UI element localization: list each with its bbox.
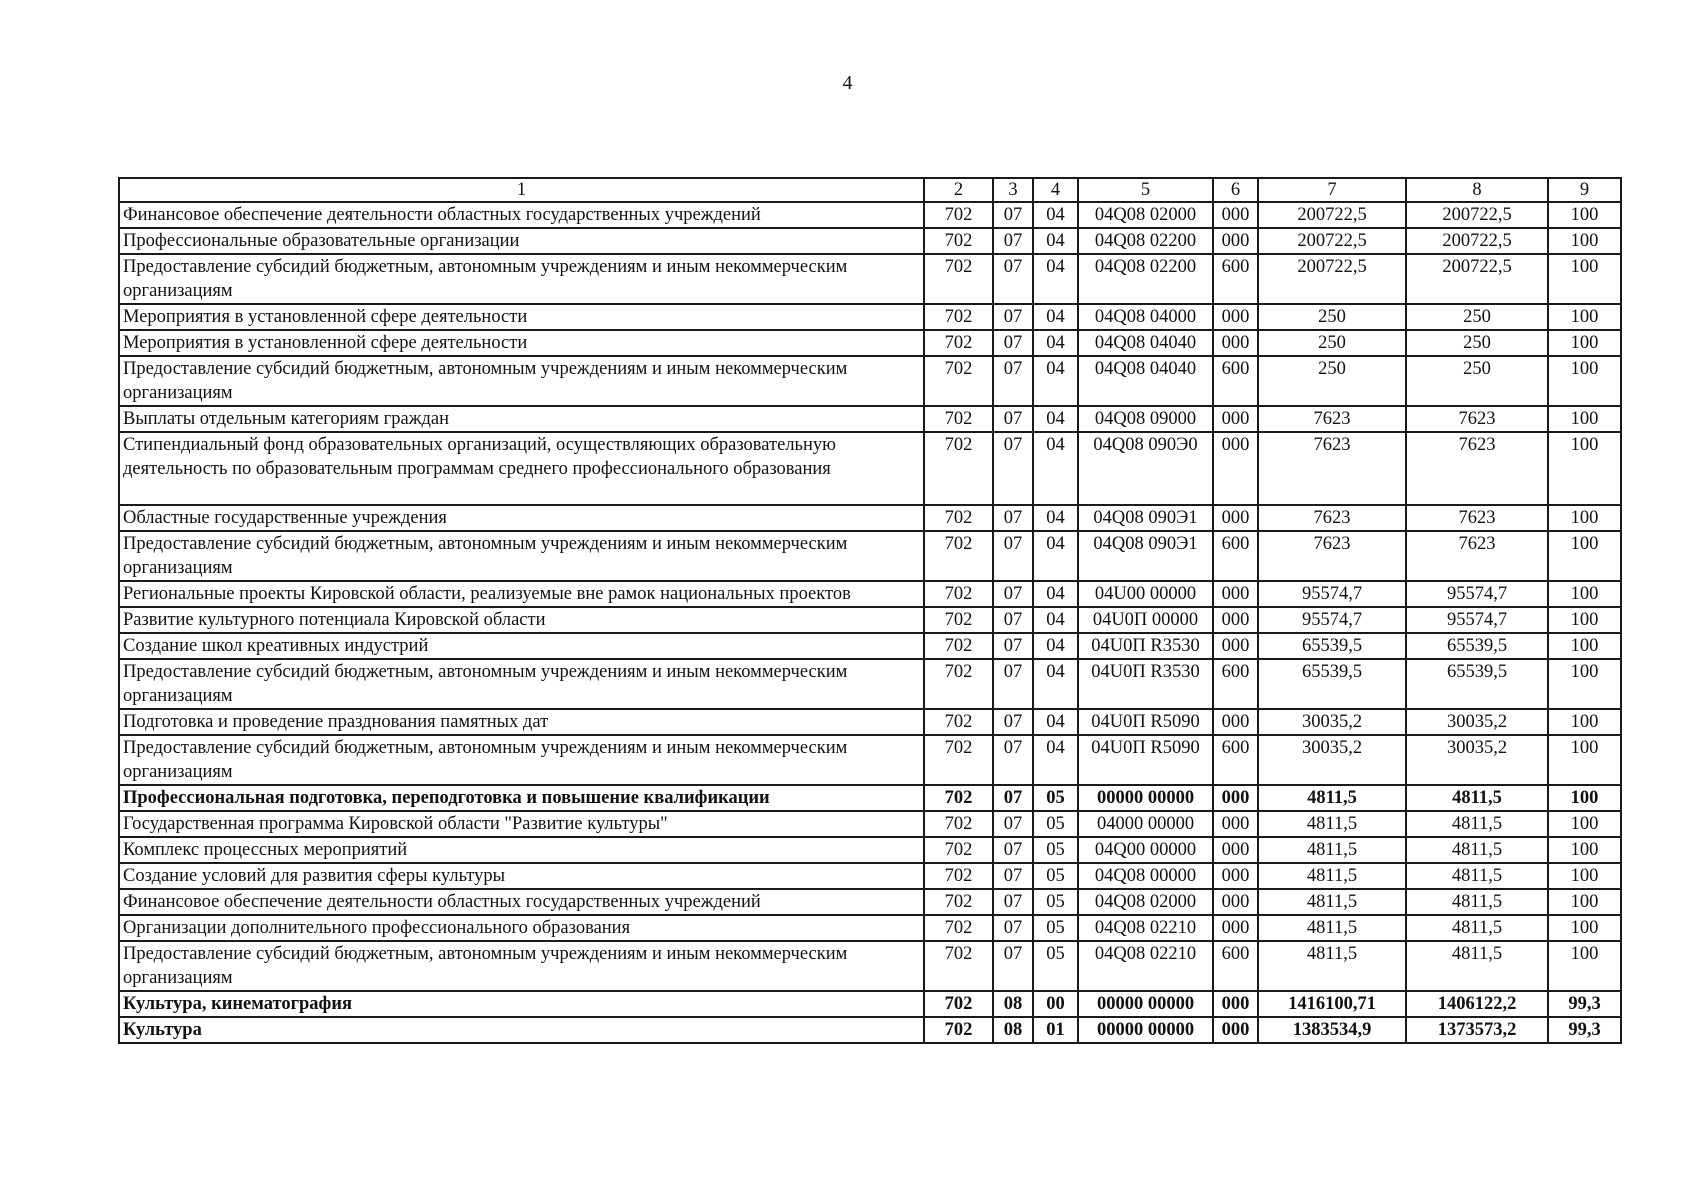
section-code: 07: [993, 406, 1033, 432]
item-name: Региональные проекты Кировской области, реализуемые вне рамок национальных проектов: [119, 581, 924, 607]
executed-amount: 7623: [1406, 505, 1548, 531]
target-article-code: 00000 00000: [1078, 785, 1213, 811]
subsection-code: 05: [1033, 811, 1078, 837]
executed-amount: 200722,5: [1406, 228, 1548, 254]
department-code: 702: [924, 991, 993, 1017]
section-code: 07: [993, 915, 1033, 941]
expense-type-code: 000: [1213, 1017, 1258, 1043]
subsection-code: 04: [1033, 304, 1078, 330]
section-code: 07: [993, 889, 1033, 915]
executed-amount: 65539,5: [1406, 659, 1548, 709]
department-code: 702: [924, 735, 993, 785]
table-row: [119, 785, 1621, 811]
planned-amount: 7623: [1258, 432, 1406, 505]
target-article-code: 04Q08 090Э1: [1078, 531, 1213, 581]
section-code: 07: [993, 709, 1033, 735]
table-row: [119, 811, 1621, 837]
executed-amount: 200722,5: [1406, 202, 1548, 228]
table-row: [119, 254, 1621, 304]
expense-type-code: 000: [1213, 330, 1258, 356]
department-code: 702: [924, 709, 993, 735]
planned-amount: 30035,2: [1258, 735, 1406, 785]
target-article-code: 04U00 00000: [1078, 581, 1213, 607]
subsection-code: 05: [1033, 863, 1078, 889]
executed-amount: 4811,5: [1406, 889, 1548, 915]
item-name: Культура: [119, 1017, 924, 1043]
department-code: 702: [924, 228, 993, 254]
execution-percent: 100: [1548, 228, 1621, 254]
subsection-code: 05: [1033, 785, 1078, 811]
expense-type-code: 000: [1213, 785, 1258, 811]
item-name: Государственная программа Кировской области "Развитие культуры": [119, 811, 924, 837]
table-row: [119, 889, 1621, 915]
department-code: 702: [924, 607, 993, 633]
department-code: 702: [924, 811, 993, 837]
department-code: 702: [924, 863, 993, 889]
execution-percent: 100: [1548, 254, 1621, 304]
executed-amount: 4811,5: [1406, 811, 1548, 837]
target-article-code: 04Q08 02000: [1078, 889, 1213, 915]
planned-amount: 250: [1258, 304, 1406, 330]
section-code: 07: [993, 607, 1033, 633]
execution-percent: 100: [1548, 432, 1621, 505]
subsection-code: 04: [1033, 581, 1078, 607]
table-row: [119, 505, 1621, 531]
subsection-code: 00: [1033, 991, 1078, 1017]
planned-amount: 4811,5: [1258, 863, 1406, 889]
planned-amount: 65539,5: [1258, 633, 1406, 659]
item-name: Развитие культурного потенциала Кировской области: [119, 607, 924, 633]
column-number-3: 3: [993, 178, 1033, 202]
expense-type-code: 000: [1213, 304, 1258, 330]
table-row: [119, 356, 1621, 406]
target-article-code: 04Q08 090Э0: [1078, 432, 1213, 505]
expense-type-code: 000: [1213, 228, 1258, 254]
subsection-code: 04: [1033, 709, 1078, 735]
subsection-code: 04: [1033, 254, 1078, 304]
expense-type-code: 600: [1213, 254, 1258, 304]
department-code: 702: [924, 581, 993, 607]
planned-amount: 4811,5: [1258, 889, 1406, 915]
expense-type-code: 000: [1213, 406, 1258, 432]
department-code: 702: [924, 633, 993, 659]
expense-type-code: 000: [1213, 709, 1258, 735]
table-row: [119, 330, 1621, 356]
item-name: Предоставление субсидий бюджетным, автономным учреждениям и иным некоммерческим организациям: [119, 531, 924, 581]
executed-amount: 250: [1406, 356, 1548, 406]
execution-percent: 100: [1548, 304, 1621, 330]
execution-percent: 100: [1548, 915, 1621, 941]
table-row: [119, 659, 1621, 709]
budget-table: [118, 177, 1622, 1044]
subsection-code: 04: [1033, 659, 1078, 709]
section-code: 07: [993, 863, 1033, 889]
execution-percent: 100: [1548, 941, 1621, 991]
item-name: Организации дополнительного профессионального образования: [119, 915, 924, 941]
executed-amount: 4811,5: [1406, 915, 1548, 941]
section-code: 07: [993, 228, 1033, 254]
expense-type-code: 000: [1213, 811, 1258, 837]
department-code: 702: [924, 1017, 993, 1043]
department-code: 702: [924, 356, 993, 406]
subsection-code: 01: [1033, 1017, 1078, 1043]
department-code: 702: [924, 432, 993, 505]
target-article-code: 04Q08 02000: [1078, 202, 1213, 228]
department-code: 702: [924, 889, 993, 915]
executed-amount: 200722,5: [1406, 254, 1548, 304]
item-name: Предоставление субсидий бюджетным, автономным учреждениям и иным некоммерческим организациям: [119, 941, 924, 991]
expense-type-code: 600: [1213, 941, 1258, 991]
subsection-code: 04: [1033, 228, 1078, 254]
column-number-4: 4: [1033, 178, 1078, 202]
subsection-code: 04: [1033, 406, 1078, 432]
subsection-code: 05: [1033, 837, 1078, 863]
executed-amount: 30035,2: [1406, 735, 1548, 785]
table-row: [119, 837, 1621, 863]
item-name: Мероприятия в установленной сфере деятельности: [119, 304, 924, 330]
target-article-code: 04Q08 04000: [1078, 304, 1213, 330]
item-name: Финансовое обеспечение деятельности областных государственных учреждений: [119, 202, 924, 228]
department-code: 702: [924, 915, 993, 941]
planned-amount: 7623: [1258, 406, 1406, 432]
planned-amount: 1383534,9: [1258, 1017, 1406, 1043]
execution-percent: 100: [1548, 889, 1621, 915]
department-code: 702: [924, 505, 993, 531]
item-name: Мероприятия в установленной сфере деятельности: [119, 330, 924, 356]
executed-amount: 7623: [1406, 432, 1548, 505]
column-number-7: 7: [1258, 178, 1406, 202]
section-code: 07: [993, 735, 1033, 785]
column-number-2: 2: [924, 178, 993, 202]
expense-type-code: 000: [1213, 915, 1258, 941]
execution-percent: 100: [1548, 607, 1621, 633]
execution-percent: 100: [1548, 633, 1621, 659]
table-row: [119, 304, 1621, 330]
subsection-code: 05: [1033, 915, 1078, 941]
planned-amount: 7623: [1258, 531, 1406, 581]
column-number-1: 1: [119, 178, 924, 202]
table-row: [119, 709, 1621, 735]
planned-amount: 95574,7: [1258, 607, 1406, 633]
planned-amount: 200722,5: [1258, 254, 1406, 304]
expense-type-code: 000: [1213, 991, 1258, 1017]
table-row: [119, 432, 1621, 505]
table-row: [119, 228, 1621, 254]
section-code: 07: [993, 356, 1033, 406]
target-article-code: 04Q08 09000: [1078, 406, 1213, 432]
execution-percent: 100: [1548, 863, 1621, 889]
item-name: Предоставление субсидий бюджетным, автономным учреждениям и иным некоммерческим организациям: [119, 356, 924, 406]
department-code: 702: [924, 202, 993, 228]
table-body: [119, 178, 1621, 1043]
executed-amount: 1373573,2: [1406, 1017, 1548, 1043]
target-article-code: 04Q08 090Э1: [1078, 505, 1213, 531]
table-row: [119, 915, 1621, 941]
section-code: 07: [993, 505, 1033, 531]
table-row: [119, 607, 1621, 633]
target-article-code: 00000 00000: [1078, 991, 1213, 1017]
department-code: 702: [924, 941, 993, 991]
execution-percent: 100: [1548, 505, 1621, 531]
department-code: 702: [924, 785, 993, 811]
execution-percent: 100: [1548, 330, 1621, 356]
section-code: 07: [993, 531, 1033, 581]
item-name: Предоставление субсидий бюджетным, автономным учреждениям и иным некоммерческим организациям: [119, 735, 924, 785]
executed-amount: 1406122,2: [1406, 991, 1548, 1017]
item-name: Создание школ креативных индустрий: [119, 633, 924, 659]
subsection-code: 04: [1033, 607, 1078, 633]
planned-amount: 4811,5: [1258, 785, 1406, 811]
subsection-code: 04: [1033, 531, 1078, 581]
item-name: Выплаты отдельным категориям граждан: [119, 406, 924, 432]
subsection-code: 04: [1033, 633, 1078, 659]
section-code: 07: [993, 941, 1033, 991]
section-code: 07: [993, 659, 1033, 709]
item-name: Финансовое обеспечение деятельности областных государственных учреждений: [119, 889, 924, 915]
table-header-row: [119, 178, 1621, 202]
target-article-code: 04Q00 00000: [1078, 837, 1213, 863]
item-name: Подготовка и проведение празднования памятных дат: [119, 709, 924, 735]
table-row: [119, 633, 1621, 659]
executed-amount: 30035,2: [1406, 709, 1548, 735]
item-name: Предоставление субсидий бюджетным, автономным учреждениям и иным некоммерческим организациям: [119, 254, 924, 304]
executed-amount: 7623: [1406, 531, 1548, 581]
page-number: 4: [842, 72, 853, 94]
planned-amount: 30035,2: [1258, 709, 1406, 735]
table-row: [119, 863, 1621, 889]
target-article-code: 04U0П 00000: [1078, 607, 1213, 633]
planned-amount: 95574,7: [1258, 581, 1406, 607]
table-row: [119, 1017, 1621, 1043]
target-article-code: 04Q08 04040: [1078, 356, 1213, 406]
column-number-6: 6: [1213, 178, 1258, 202]
section-code: 07: [993, 633, 1033, 659]
planned-amount: 4811,5: [1258, 915, 1406, 941]
item-name: Комплекс процессных мероприятий: [119, 837, 924, 863]
target-article-code: 04U0П R5090: [1078, 709, 1213, 735]
planned-amount: 4811,5: [1258, 837, 1406, 863]
item-name: Предоставление субсидий бюджетным, автономным учреждениям и иным некоммерческим организациям: [119, 659, 924, 709]
department-code: 702: [924, 837, 993, 863]
department-code: 702: [924, 330, 993, 356]
target-article-code: 04Q08 00000: [1078, 863, 1213, 889]
executed-amount: 4811,5: [1406, 863, 1548, 889]
expense-type-code: 000: [1213, 505, 1258, 531]
executed-amount: 7623: [1406, 406, 1548, 432]
expense-type-code: 600: [1213, 735, 1258, 785]
target-article-code: 04U0П R3530: [1078, 659, 1213, 709]
target-article-code: 04Q08 02200: [1078, 228, 1213, 254]
expense-type-code: 000: [1213, 863, 1258, 889]
executed-amount: 4811,5: [1406, 837, 1548, 863]
section-code: 07: [993, 254, 1033, 304]
executed-amount: 65539,5: [1406, 633, 1548, 659]
column-number-5: 5: [1078, 178, 1213, 202]
department-code: 702: [924, 531, 993, 581]
section-code: 07: [993, 811, 1033, 837]
target-article-code: 04U0П R5090: [1078, 735, 1213, 785]
executed-amount: 250: [1406, 304, 1548, 330]
planned-amount: 250: [1258, 330, 1406, 356]
execution-percent: 100: [1548, 811, 1621, 837]
table-row: [119, 581, 1621, 607]
section-code: 08: [993, 991, 1033, 1017]
target-article-code: 00000 00000: [1078, 1017, 1213, 1043]
execution-percent: 100: [1548, 202, 1621, 228]
item-name: Стипендиальный фонд образовательных организаций, осуществляющих образовательную деятельность по образовательным программам среднего профессионального образования: [119, 432, 924, 505]
expense-type-code: 600: [1213, 356, 1258, 406]
execution-percent: 100: [1548, 785, 1621, 811]
expense-type-code: 000: [1213, 889, 1258, 915]
expense-type-code: 600: [1213, 659, 1258, 709]
expense-type-code: 000: [1213, 432, 1258, 505]
execution-percent: 99,3: [1548, 991, 1621, 1017]
planned-amount: 200722,5: [1258, 202, 1406, 228]
subsection-code: 04: [1033, 356, 1078, 406]
table-row: [119, 941, 1621, 991]
section-code: 07: [993, 785, 1033, 811]
subsection-code: 04: [1033, 330, 1078, 356]
planned-amount: 200722,5: [1258, 228, 1406, 254]
executed-amount: 4811,5: [1406, 785, 1548, 811]
table-row: [119, 202, 1621, 228]
section-code: 07: [993, 330, 1033, 356]
expense-type-code: 000: [1213, 607, 1258, 633]
item-name: Создание условий для развития сферы культуры: [119, 863, 924, 889]
section-code: 07: [993, 837, 1033, 863]
planned-amount: 250: [1258, 356, 1406, 406]
subsection-code: 05: [1033, 941, 1078, 991]
target-article-code: 04U0П R3530: [1078, 633, 1213, 659]
column-number-9: 9: [1548, 178, 1621, 202]
planned-amount: 4811,5: [1258, 811, 1406, 837]
executed-amount: 250: [1406, 330, 1548, 356]
execution-percent: 100: [1548, 659, 1621, 709]
planned-amount: 1416100,71: [1258, 991, 1406, 1017]
section-code: 08: [993, 1017, 1033, 1043]
execution-percent: 99,3: [1548, 1017, 1621, 1043]
subsection-code: 04: [1033, 505, 1078, 531]
execution-percent: 100: [1548, 837, 1621, 863]
item-name: Профессиональные образовательные организации: [119, 228, 924, 254]
execution-percent: 100: [1548, 581, 1621, 607]
item-name: Профессиональная подготовка, переподготовка и повышение квалификации: [119, 785, 924, 811]
item-name: Областные государственные учреждения: [119, 505, 924, 531]
execution-percent: 100: [1548, 531, 1621, 581]
target-article-code: 04Q08 02210: [1078, 941, 1213, 991]
department-code: 702: [924, 254, 993, 304]
table-row: [119, 735, 1621, 785]
section-code: 07: [993, 432, 1033, 505]
section-code: 07: [993, 304, 1033, 330]
expense-type-code: 000: [1213, 633, 1258, 659]
subsection-code: 04: [1033, 432, 1078, 505]
execution-percent: 100: [1548, 406, 1621, 432]
section-code: 07: [993, 581, 1033, 607]
executed-amount: 4811,5: [1406, 941, 1548, 991]
expense-type-code: 600: [1213, 531, 1258, 581]
table-row: [119, 531, 1621, 581]
target-article-code: 04Q08 02200: [1078, 254, 1213, 304]
department-code: 702: [924, 304, 993, 330]
expense-type-code: 000: [1213, 837, 1258, 863]
execution-percent: 100: [1548, 735, 1621, 785]
planned-amount: 7623: [1258, 505, 1406, 531]
department-code: 702: [924, 406, 993, 432]
subsection-code: 05: [1033, 889, 1078, 915]
target-article-code: 04Q08 02210: [1078, 915, 1213, 941]
executed-amount: 95574,7: [1406, 607, 1548, 633]
section-code: 07: [993, 202, 1033, 228]
table-row: [119, 991, 1621, 1017]
table-row: [119, 406, 1621, 432]
subsection-code: 04: [1033, 202, 1078, 228]
item-name: Культура, кинематография: [119, 991, 924, 1017]
target-article-code: 04Q08 04040: [1078, 330, 1213, 356]
planned-amount: 65539,5: [1258, 659, 1406, 709]
department-code: 702: [924, 659, 993, 709]
expense-type-code: 000: [1213, 581, 1258, 607]
executed-amount: 95574,7: [1406, 581, 1548, 607]
planned-amount: 4811,5: [1258, 941, 1406, 991]
subsection-code: 04: [1033, 735, 1078, 785]
execution-percent: 100: [1548, 709, 1621, 735]
target-article-code: 04000 00000: [1078, 811, 1213, 837]
execution-percent: 100: [1548, 356, 1621, 406]
column-number-8: 8: [1406, 178, 1548, 202]
expense-type-code: 000: [1213, 202, 1258, 228]
